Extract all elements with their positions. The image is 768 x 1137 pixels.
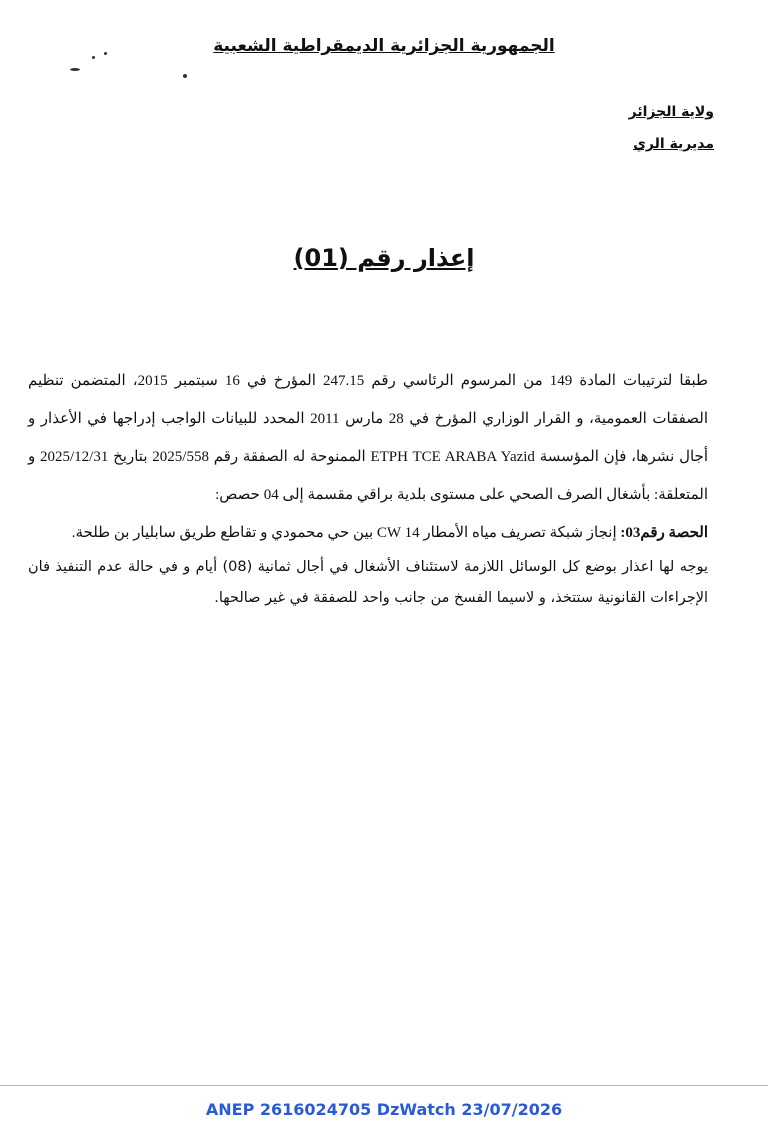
scan-speck (70, 68, 80, 71)
scan-speck (183, 74, 187, 78)
scan-speck (92, 56, 95, 59)
scan-speck (104, 52, 107, 55)
republic-heading: الجمهورية الجزائرية الديمقراطية الشعبية (213, 36, 555, 56)
wilaya-label: ولاية الجزائر (628, 104, 714, 120)
directorate-label: مديرية الري (633, 136, 714, 152)
notice-paragraph: يوجه لها اعذار بوضع كل الوسائل اللازمة لاستئناف الأشغال في أجال ثمانية (08) أيام و في حالة عدم التنفيذ فان الإجراءات القانونية ستتخذ، و لاسيما الفسخ من جانب واحد للصفقة في غير صالحها. (28, 559, 708, 606)
lot-label: الحصة رقم03: (620, 525, 708, 541)
lot-description: إنجاز شبكة تصريف مياه الأمطار CW 14 بين حي محمودي و تقاطع طريق سابليار بن طلحة. (71, 525, 621, 541)
main-paragraph: طبقا لترتيبات المادة 149 من المرسوم الرئاسي رقم 247.15 المؤرخ في 16 سبتمبر 2015، المتضمن تنظيم الصفقات العمومية، و القرار الوزاري المؤرخ في 28 مارس 2011 المحدد للبيانات الواجب إدراجها في الأعذار و أجال نشرها، فإن المؤسسة ETPH TCE ARABA Yazid الممنوحة له الصفقة رقم 2025/558 بتاريخ 2025/12/31 و المتعلقة: بأشغال الصرف الصحي على مستوى بلدية براقي مقسمة إلى 04 حصص: (28, 373, 708, 503)
document-title: إعذار رقم (01) (293, 244, 475, 272)
document-body (28, 362, 708, 614)
footer-reference: ANEP 2616024705 DzWatch 23/07/2026 (205, 1100, 563, 1119)
lot-line (28, 514, 708, 552)
page-divider (0, 1085, 768, 1086)
